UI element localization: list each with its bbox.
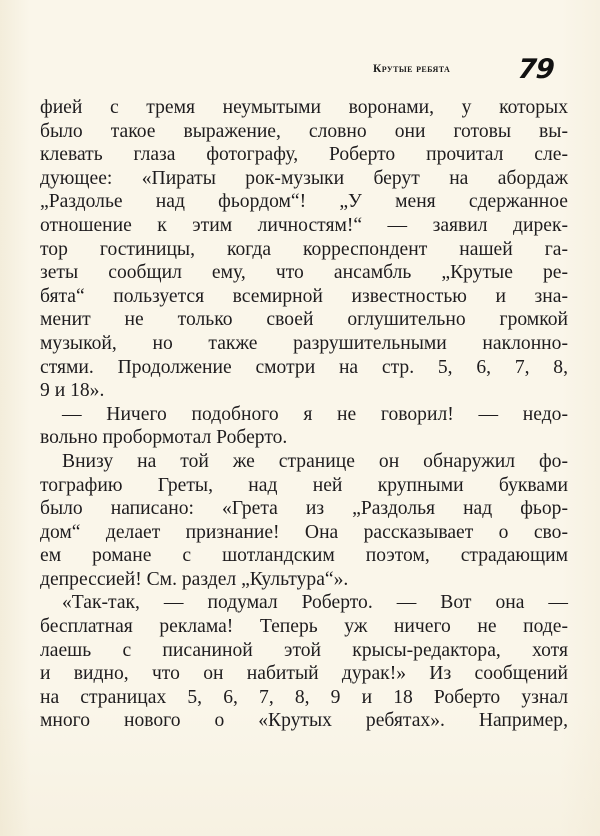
text-line: было такое выражение, словно они готовы вы- (40, 120, 568, 142)
text-line: тор гостиницы, когда корреспондент нашей га- (40, 238, 568, 260)
text-line: зеты сообщил ему, что ансамбль „Крутые ре- (40, 262, 568, 284)
text-line: «Так-так, — подумал Роберто. — Вот она — (62, 592, 568, 614)
text-line: дом“ делает признание! Она рассказывает о сво- (40, 521, 568, 543)
text-line: вольно пробормотал Роберто. (40, 427, 288, 449)
text-line: на страницах 5, 6, 7, 8, 9 и 18 Роберто узнал (40, 686, 568, 708)
text-line: тографию Греты, над ней крупными буквами (40, 474, 568, 496)
text-line: было написано: «Грета из „Раздолья над фьор- (40, 498, 568, 520)
text-line: депрессией! См. раздел „Культура“». (40, 568, 349, 590)
text-line: музыкой, но также разрушительными наклонно- (40, 332, 568, 354)
text-line: стями. Продолжение смотри на стр. 5, 6, 7, 8, (40, 356, 568, 378)
text-line: и видно, что он набитый дурак!» Из сообщений (40, 663, 568, 685)
text-line: 9 и 18». (40, 380, 105, 402)
body-text (40, 96, 568, 733)
text-line: дующее: «Пираты рок-музыки берут на абордаж (40, 167, 568, 189)
text-line: „Раздолье над фьордом“! „У меня сдержанное (40, 191, 568, 213)
text-line: бесплатная реклама! Теперь уж ничего не поде- (40, 616, 568, 638)
text-line: много нового о «Крутых ребятах». Например, (40, 710, 568, 732)
text-line: — Ничего подобного я не говорил! — недо- (62, 403, 568, 425)
running-title: Крутые ребята (373, 63, 451, 75)
text-line: ем романе с шотландским поэтом, страдающим (40, 545, 568, 567)
text-line: клевать глаза фотографу, Роберто прочитал сле- (40, 144, 568, 166)
page-number: 79 (516, 54, 555, 85)
text-line: лаешь с писаниной этой крысы-редактора, хотя (40, 639, 568, 661)
text-line: Внизу на той же странице он обнаружил фо- (62, 450, 568, 472)
text-line: отношение к этим личностям!“ — заявил дирек- (40, 214, 568, 236)
text-line: фией с тремя неумытыми воронами, у которых (40, 97, 568, 118)
text-line: бята“ пользуется всемирной известностью и зна- (40, 285, 568, 307)
text-line: менит не только своей оглушительно громкой (40, 309, 568, 331)
